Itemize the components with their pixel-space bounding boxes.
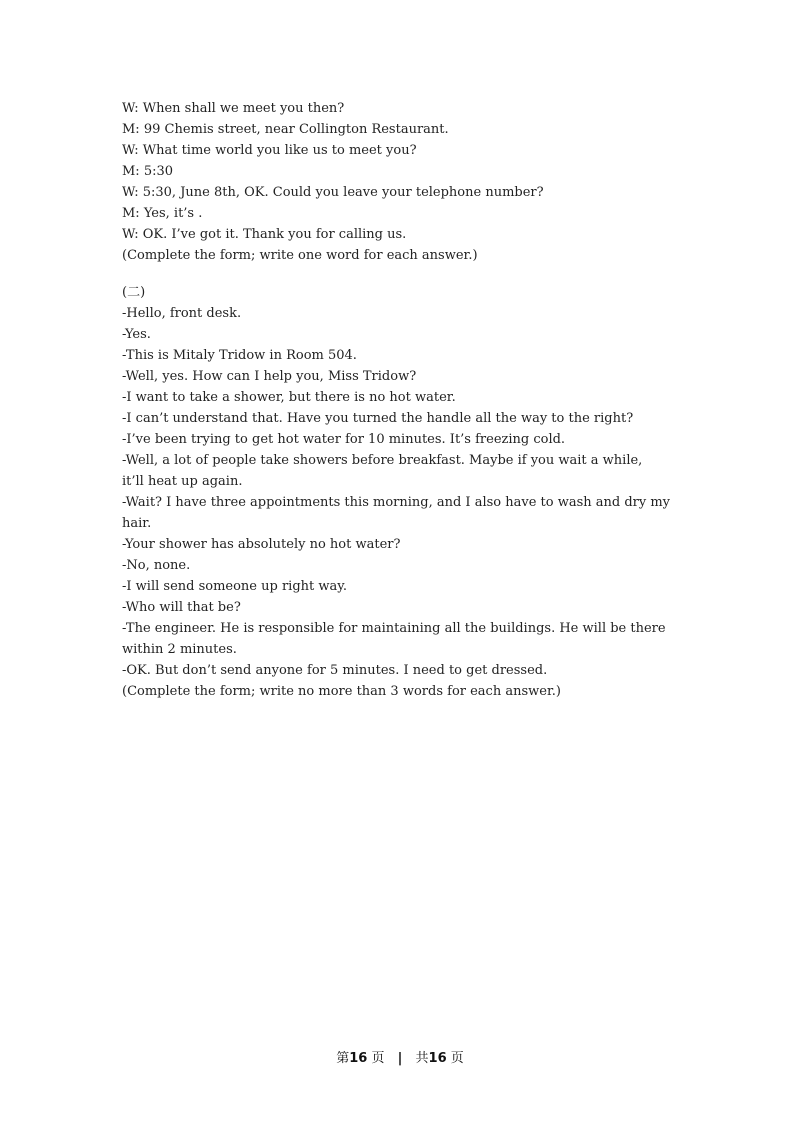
dialogue-line: W: OK. I’ve got it. Thank you for calling us.: [122, 227, 407, 242]
section-heading: (二): [122, 285, 146, 300]
dialogue-line: W: When shall we meet you then?: [122, 101, 345, 116]
page-number: [336, 1051, 384, 1066]
dialogue-line: M: 99 Chemis street, near Collington Restaurant.: [122, 122, 449, 137]
dialogue-line: -Your shower has absolutely no hot water?: [122, 537, 401, 552]
instruction-text: (Complete the form; write no more than 3 words for each answer.): [122, 684, 561, 699]
dialogue-line: -I want to take a shower, but there is no hot water.: [122, 390, 456, 405]
dialogue-line: -OK. But don’t send anyone for 5 minutes. I need to get dressed.: [122, 663, 548, 678]
dialogue-line: hair.: [122, 516, 152, 531]
page-prefix: 第: [336, 1051, 350, 1066]
dialogue-line: it’ll heat up again.: [122, 474, 243, 489]
dialogue-2: [122, 282, 684, 702]
dialogue-line: -Who will that be?: [122, 600, 241, 615]
dialogue-line: -Yes.: [122, 327, 151, 342]
dialogue-line: within 2 minutes.: [122, 642, 237, 657]
page-content: [122, 98, 684, 702]
dialogue-line: -This is Mitaly Tridow in Room 504.: [122, 348, 357, 363]
dialogue-line: M: Yes, it’s .: [122, 206, 203, 221]
dialogue-line: -Wait? I have three appointments this morning, and I also have to wash and dry my: [122, 495, 671, 510]
dialogue-line: W: 5:30, June 8th, OK. Could you leave your telephone number?: [122, 185, 544, 200]
page-footer: [0, 1047, 800, 1066]
instruction-text: (Complete the form; write one word for each answer.): [122, 248, 478, 263]
total-prefix: 共: [415, 1051, 429, 1066]
page-current: 16: [349, 1051, 368, 1066]
dialogue-line: -I’ve been trying to get hot water for 10 minutes. It’s freezing cold.: [122, 432, 566, 447]
dialogue-line: -I will send someone up right way.: [122, 579, 348, 594]
dialogue-line: -Well, yes. How can I help you, Miss Tridow?: [122, 369, 417, 384]
dialogue-1: [122, 98, 684, 266]
dialogue-line: -Hello, front desk.: [122, 306, 242, 321]
dialogue-line: -Well, a lot of people take showers before breakfast. Maybe if you wait a while,: [122, 453, 643, 468]
dialogue-line: -The engineer. He is responsible for maintaining all the buildings. He will be there: [122, 621, 666, 636]
dialogue-line: -I can’t understand that. Have you turned the handle all the way to the right?: [122, 411, 634, 426]
footer-separator: |: [397, 1051, 403, 1066]
page-total: [416, 1051, 464, 1066]
dialogue-line: M: 5:30: [122, 164, 174, 179]
total-suffix: 页: [446, 1051, 464, 1066]
total-count: 16: [428, 1051, 447, 1066]
dialogue-line: W: What time world you like us to meet you?: [122, 143, 417, 158]
page-suffix: 页: [367, 1051, 385, 1066]
section-gap: [122, 266, 684, 282]
dialogue-line: -No, none.: [122, 558, 191, 573]
